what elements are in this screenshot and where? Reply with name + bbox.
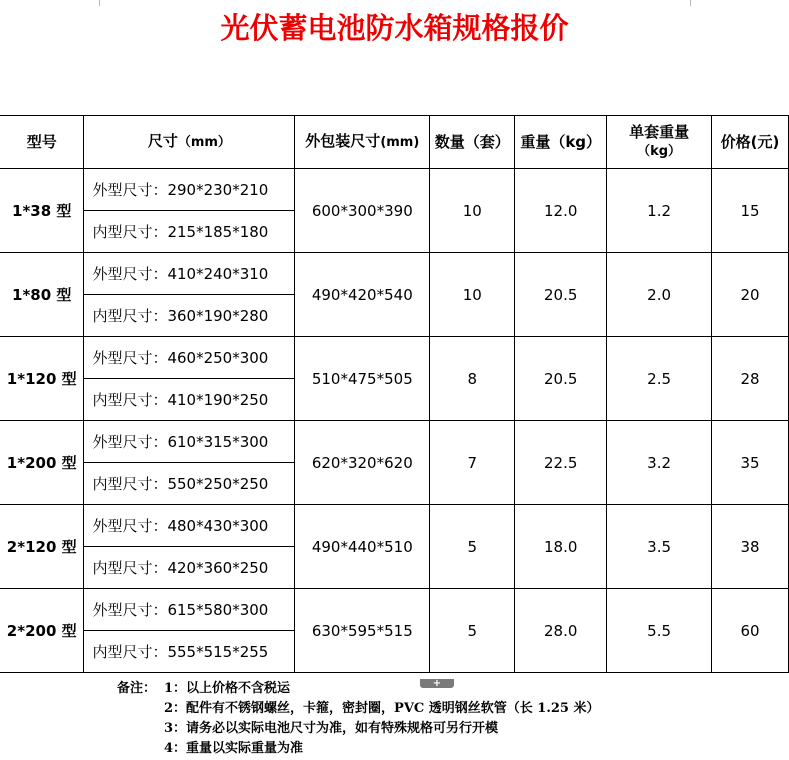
header-unit-weight	[607, 116, 712, 169]
cell-inner-size: 内型尺寸：420*360*250	[84, 547, 295, 589]
cell-unit-weight: 2.5	[607, 337, 712, 421]
cell-model: 1*38 型	[0, 169, 84, 253]
cell-model: 2*120 型	[0, 505, 84, 589]
cell-quantity: 10	[430, 169, 515, 253]
header-unit-weight-label: 单套重量	[629, 123, 690, 141]
cell-quantity: 10	[430, 253, 515, 337]
cell-model: 1*200 型	[0, 421, 84, 505]
cell-weight: 22.5	[515, 421, 607, 505]
cell-package-size: 490*440*510	[295, 505, 430, 589]
header-size-unit: （mm）	[177, 135, 231, 150]
cell-package-size: 510*475*505	[295, 337, 430, 421]
table-row-insert-handle[interactable]: +	[420, 679, 454, 688]
cell-weight: 20.5	[515, 253, 607, 337]
table-row	[0, 505, 789, 547]
cell-inner-size: 内型尺寸：360*190*280	[84, 295, 295, 337]
cell-model: 1*80 型	[0, 253, 84, 337]
cell-inner-size: 内型尺寸：215*185*180	[84, 211, 295, 253]
note-text: 1：以上价格不含税运	[164, 681, 291, 696]
cell-weight: 28.0	[515, 589, 607, 673]
header-package-unit: (mm)	[380, 135, 420, 150]
cell-quantity: 5	[430, 589, 515, 673]
table-row	[0, 589, 789, 631]
header-model: 型号	[0, 116, 84, 169]
cell-inner-size: 内型尺寸：555*515*255	[84, 631, 295, 673]
cell-unit-weight: 2.0	[607, 253, 712, 337]
cell-unit-weight: 5.5	[607, 589, 712, 673]
note-item	[117, 679, 787, 699]
table-row	[0, 169, 789, 211]
cell-price: 35	[712, 421, 789, 505]
header-quantity: 数量（套）	[430, 116, 515, 169]
cell-price: 60	[712, 589, 789, 673]
header-price: 价格(元)	[712, 116, 789, 169]
cell-outer-size: 外型尺寸：615*580*300	[84, 589, 295, 631]
table-row	[0, 253, 789, 295]
note-item	[117, 739, 787, 759]
cell-weight: 18.0	[515, 505, 607, 589]
note-text: 4：重量以实际重量为准	[164, 741, 304, 756]
table-body	[0, 169, 789, 673]
cell-weight: 12.0	[515, 169, 607, 253]
cell-outer-size: 外型尺寸：460*250*300	[84, 337, 295, 379]
spec-price-table	[0, 115, 789, 673]
cell-quantity: 5	[430, 505, 515, 589]
cell-quantity: 7	[430, 421, 515, 505]
cell-inner-size: 内型尺寸：410*190*250	[84, 379, 295, 421]
cell-weight: 20.5	[515, 337, 607, 421]
header-weight: 重量（kg）	[515, 116, 607, 169]
cell-price: 20	[712, 253, 789, 337]
cell-unit-weight: 3.5	[607, 505, 712, 589]
table-row	[0, 337, 789, 379]
cell-outer-size: 外型尺寸：290*230*210	[84, 169, 295, 211]
cell-package-size: 490*420*540	[295, 253, 430, 337]
cell-outer-size: 外型尺寸：410*240*310	[84, 253, 295, 295]
notes-section	[117, 679, 787, 759]
header-package-label: 外包装尺寸	[305, 132, 381, 150]
cell-package-size: 620*320*620	[295, 421, 430, 505]
cell-unit-weight: 1.2	[607, 169, 712, 253]
cell-price: 15	[712, 169, 789, 253]
note-text: 2：配件有不锈钢螺丝，卡箍，密封圈，PVC 透明钢丝软管（长 1.25 米）	[164, 701, 600, 716]
cell-inner-size: 内型尺寸：550*250*250	[84, 463, 295, 505]
cell-package-size: 630*595*515	[295, 589, 430, 673]
note-text: 3：请务必以实际电池尺寸为准，如有特殊规格可另行开模	[164, 721, 499, 736]
note-item	[117, 719, 787, 739]
header-size	[84, 116, 295, 169]
cell-outer-size: 外型尺寸：610*315*300	[84, 421, 295, 463]
cell-package-size: 600*300*390	[295, 169, 430, 253]
header-unit-weight-unit: （kg）	[637, 144, 682, 159]
table-header-row	[0, 116, 789, 169]
cell-quantity: 8	[430, 337, 515, 421]
header-package-size	[295, 116, 430, 169]
document-title: 光伏蓄电池防水箱规格报价	[220, 11, 569, 45]
notes-label: 备注：	[117, 681, 157, 696]
cell-price: 28	[712, 337, 789, 421]
cell-unit-weight: 3.2	[607, 421, 712, 505]
note-item	[117, 699, 787, 719]
table-row	[0, 421, 789, 463]
cell-price: 38	[712, 505, 789, 589]
cell-model: 1*120 型	[0, 337, 84, 421]
cell-model: 2*200 型	[0, 589, 84, 673]
header-size-label: 尺寸	[147, 132, 178, 150]
cell-outer-size: 外型尺寸：480*430*300	[84, 505, 295, 547]
